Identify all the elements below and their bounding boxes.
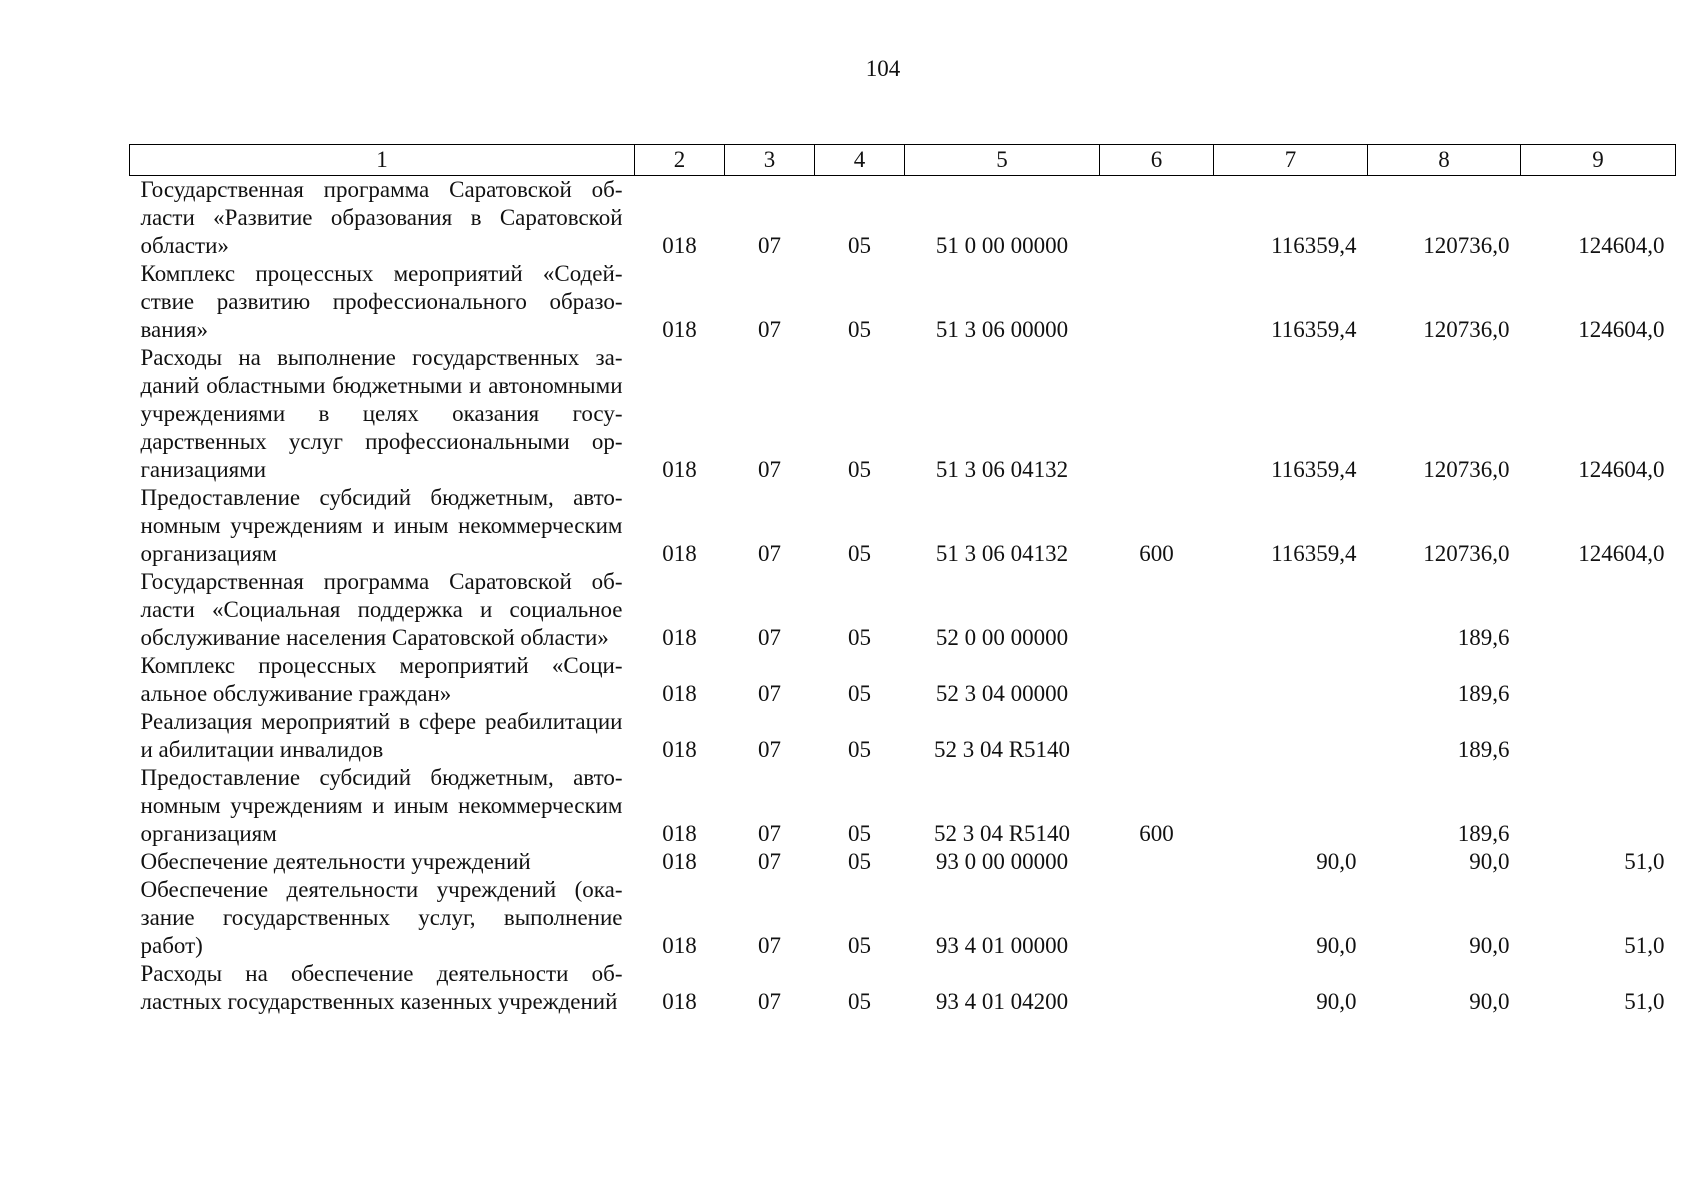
section-code: 07: [758, 737, 781, 762]
subsection-code: 05: [848, 317, 871, 342]
table-row: [130, 484, 1676, 568]
row-name: Расходы на обеспечение деятельности областных государственных казенных учреждений: [140, 961, 623, 1014]
ministry-code: 018: [662, 541, 697, 566]
subsection-code: 05: [848, 821, 871, 846]
row-name: Реализация мероприятий в сфере реабилитации и абилитации инвалидов: [140, 709, 623, 762]
column-header-2: 2: [635, 145, 725, 176]
subsection-code: 05: [848, 625, 871, 650]
subsection-code: 05: [848, 933, 871, 958]
section-code: 07: [758, 821, 781, 846]
ministry-code: 018: [662, 989, 697, 1014]
target-article-code: 52 3 04 R5140: [933, 821, 1071, 846]
ministry-code: 018: [662, 457, 697, 482]
page-number: 104: [865, 56, 901, 81]
column-header-6: 6: [1100, 145, 1214, 176]
table-row: [130, 260, 1676, 344]
budget-table: [129, 144, 1676, 1016]
target-article-code: 51 0 00 00000: [935, 233, 1069, 258]
amount-col-7: 116359,4: [1271, 233, 1357, 258]
amount-col-8: 90,0: [1469, 849, 1510, 874]
table-row: [130, 568, 1676, 652]
table-row: [130, 764, 1676, 848]
subsection-code: 05: [848, 681, 871, 706]
row-name: Обеспечение деятельности учреждений: [140, 849, 531, 874]
subsection-code: 05: [848, 737, 871, 762]
amount-col-9: 124604,0: [1578, 317, 1665, 342]
amount-col-9: [1521, 764, 1676, 848]
header-row: [130, 145, 1676, 176]
amount-col-8: 120736,0: [1423, 541, 1510, 566]
row-name: Государственная программа Саратовской области «Развитие образования в Саратовской области»: [140, 177, 623, 258]
row-name: Расходы на выполнение государственных заданий областными бюджетными и автономными учреждениями в целях оказания государственных услуг профессиональными организациями: [140, 345, 623, 482]
row-name: Комплекс процессных мероприятий «Содействие развитию профессионального образования»: [140, 261, 623, 342]
row-name: Обеспечение деятельности учреждений (оказание государственных услуг, выполнение работ): [140, 877, 623, 958]
ministry-code: 018: [662, 849, 697, 874]
expense-type-code: [1100, 344, 1214, 484]
amount-col-8: 120736,0: [1423, 233, 1510, 258]
amount-col-8: 120736,0: [1423, 317, 1510, 342]
ministry-code: 018: [662, 821, 697, 846]
ministry-code: 018: [662, 625, 697, 650]
row-name: Государственная программа Саратовской области «Социальная поддержка и социальное обслуживание населения Саратовской области»: [140, 569, 623, 650]
expense-type-code: [1100, 176, 1214, 261]
expense-type-code: 600: [1139, 541, 1174, 566]
amount-col-7: [1214, 708, 1368, 764]
column-header-7: 7: [1214, 145, 1368, 176]
target-article-code: 93 4 01 04200: [935, 989, 1069, 1014]
ministry-code: 018: [662, 933, 697, 958]
ministry-code: 018: [662, 737, 697, 762]
table-row: [130, 876, 1676, 960]
row-name: Комплекс процессных мероприятий «Социальное обслуживание граждан»: [140, 653, 623, 706]
subsection-code: 05: [848, 233, 871, 258]
amount-col-7: [1214, 652, 1368, 708]
amount-col-9: 51,0: [1624, 989, 1665, 1014]
amount-col-9: [1521, 652, 1676, 708]
subsection-code: 05: [848, 849, 871, 874]
section-code: 07: [758, 317, 781, 342]
section-code: 07: [758, 933, 781, 958]
amount-col-9: 124604,0: [1578, 541, 1665, 566]
amount-col-7: 90,0: [1316, 989, 1357, 1014]
amount-col-9: [1521, 568, 1676, 652]
expense-type-code: [1100, 848, 1214, 876]
amount-col-8: 189,6: [1457, 681, 1510, 706]
ministry-code: 018: [662, 233, 697, 258]
column-header-5: 5: [905, 145, 1100, 176]
section-code: 07: [758, 681, 781, 706]
subsection-code: 05: [848, 541, 871, 566]
expense-type-code: 600: [1139, 821, 1174, 846]
expense-type-code: [1100, 708, 1214, 764]
section-code: 07: [758, 233, 781, 258]
column-header-4: 4: [815, 145, 905, 176]
target-article-code: 93 4 01 00000: [935, 933, 1069, 958]
table-row: [130, 344, 1676, 484]
amount-col-7: [1214, 764, 1368, 848]
amount-col-8: 90,0: [1469, 933, 1510, 958]
ministry-code: 018: [662, 681, 697, 706]
amount-col-7: 116359,4: [1271, 317, 1357, 342]
table-row: [130, 652, 1676, 708]
target-article-code: 52 3 04 R5140: [933, 737, 1071, 762]
amount-col-9: [1521, 708, 1676, 764]
amount-col-9: 51,0: [1624, 933, 1665, 958]
target-article-code: 51 3 06 04132: [935, 541, 1069, 566]
table-row: [130, 848, 1676, 876]
expense-type-code: [1100, 260, 1214, 344]
amount-col-7: 116359,4: [1271, 541, 1357, 566]
target-article-code: 52 3 04 00000: [935, 681, 1069, 706]
amount-col-8: 120736,0: [1423, 457, 1510, 482]
subsection-code: 05: [848, 457, 871, 482]
ministry-code: 018: [662, 317, 697, 342]
amount-col-7: 90,0: [1316, 933, 1357, 958]
column-header-8: 8: [1368, 145, 1521, 176]
amount-col-7: 116359,4: [1271, 457, 1357, 482]
expense-type-code: [1100, 960, 1214, 1016]
amount-col-9: 124604,0: [1578, 457, 1665, 482]
table-row: [130, 708, 1676, 764]
table-row: [130, 176, 1676, 261]
table-body: [130, 176, 1676, 1017]
section-code: 07: [758, 625, 781, 650]
table-header: [130, 145, 1676, 176]
amount-col-7: [1214, 568, 1368, 652]
section-code: 07: [758, 989, 781, 1014]
amount-col-8: 189,6: [1457, 821, 1510, 846]
row-name: Предоставление субсидий бюджетным, автономным учреждениям и иным некоммерческим организациям: [140, 485, 623, 566]
section-code: 07: [758, 541, 781, 566]
section-code: 07: [758, 457, 781, 482]
expense-type-code: [1100, 568, 1214, 652]
section-code: 07: [758, 849, 781, 874]
amount-col-9: 124604,0: [1578, 233, 1665, 258]
column-header-1: 1: [130, 145, 635, 176]
target-article-code: 52 0 00 00000: [935, 625, 1069, 650]
amount-col-8: 90,0: [1469, 989, 1510, 1014]
target-article-code: 51 3 06 04132: [935, 457, 1069, 482]
target-article-code: 51 3 06 00000: [935, 317, 1069, 342]
column-header-9: 9: [1521, 145, 1676, 176]
subsection-code: 05: [848, 989, 871, 1014]
column-header-3: 3: [725, 145, 815, 176]
expense-type-code: [1100, 876, 1214, 960]
table-row: [130, 960, 1676, 1016]
amount-col-7: 90,0: [1316, 849, 1357, 874]
expense-type-code: [1100, 652, 1214, 708]
amount-col-9: 51,0: [1624, 849, 1665, 874]
row-name: Предоставление субсидий бюджетным, автономным учреждениям и иным некоммерческим организациям: [140, 765, 623, 846]
amount-col-8: 189,6: [1457, 625, 1510, 650]
amount-col-8: 189,6: [1457, 737, 1510, 762]
target-article-code: 93 0 00 00000: [935, 849, 1069, 874]
